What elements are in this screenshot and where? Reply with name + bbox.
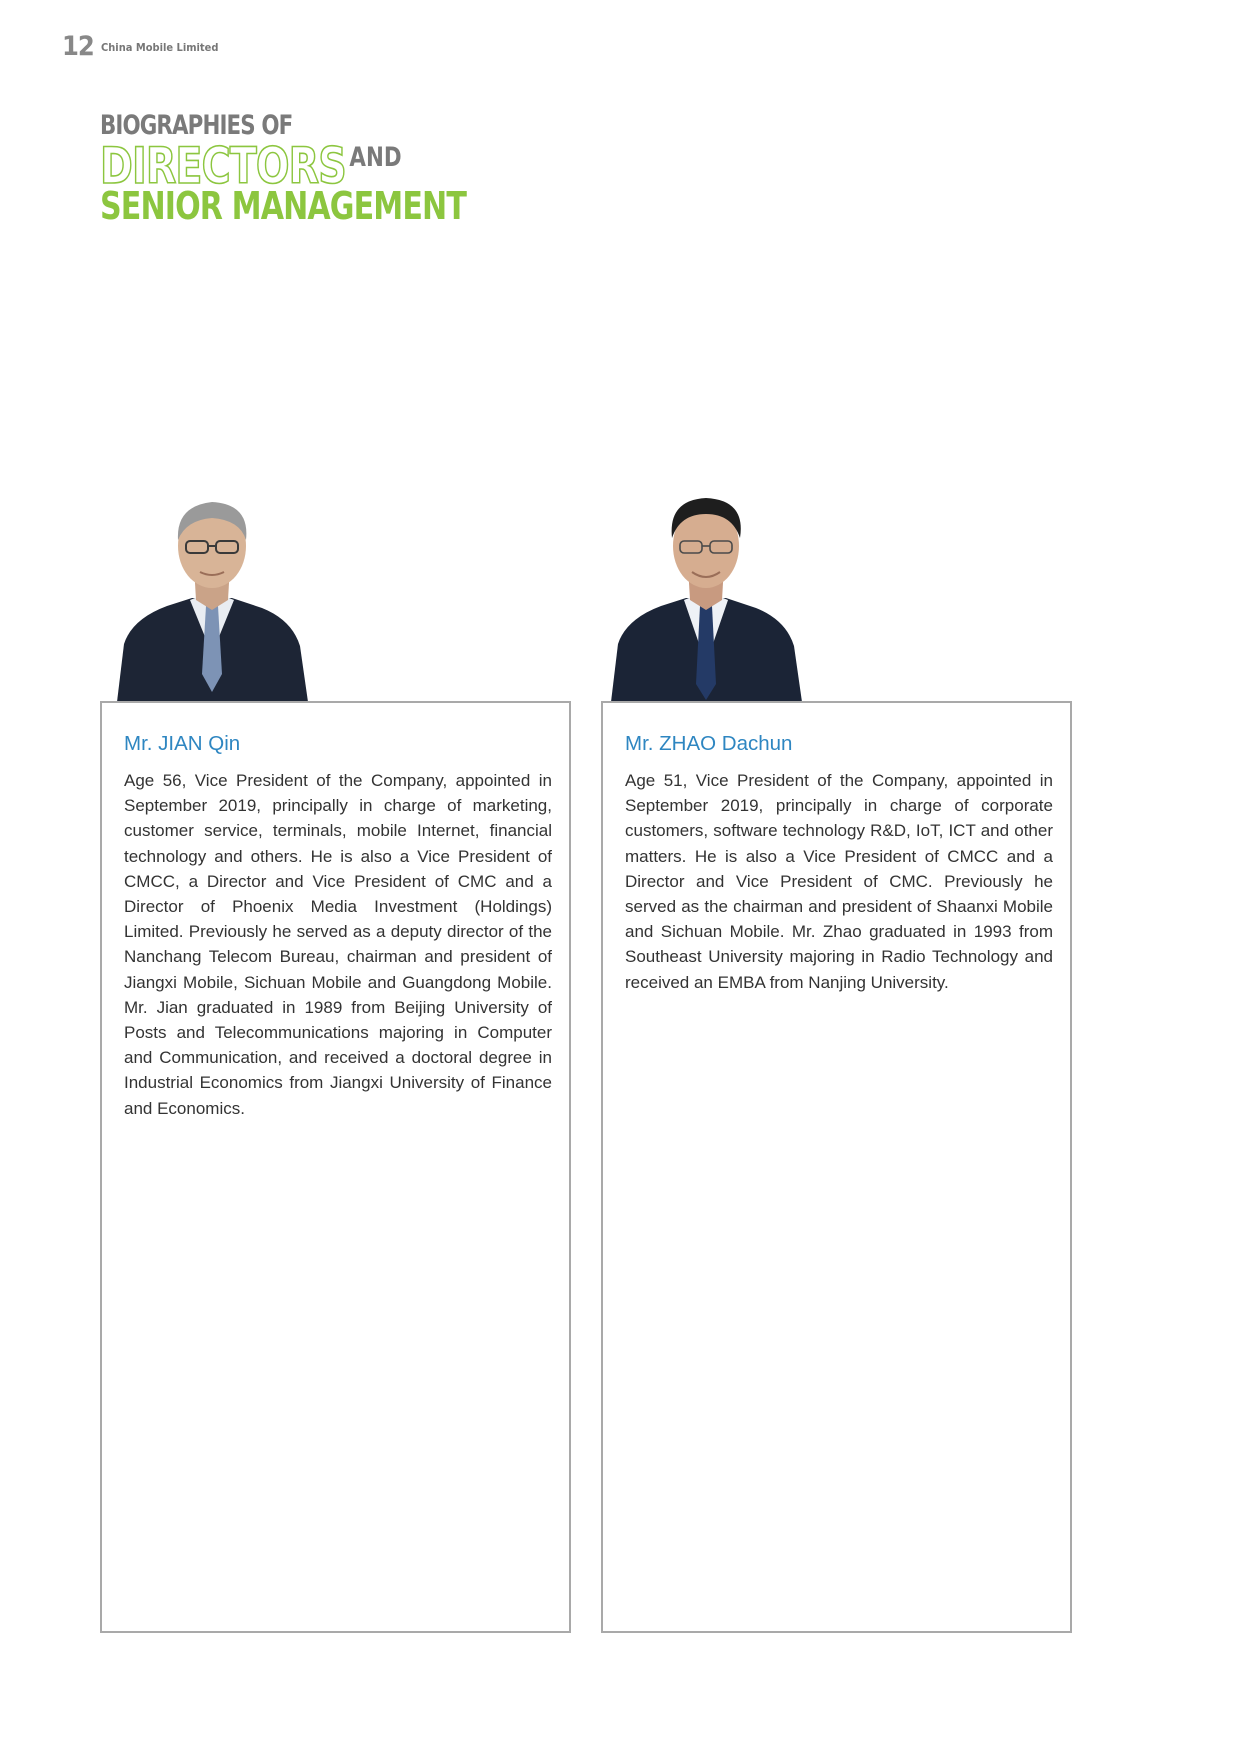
portrait-jian-qin <box>112 494 312 702</box>
profile-bio: Age 56, Vice President of the Company, appointed in September 2019, principally in charge of marketing, customer service, terminals, mobile Internet, financial technology and others. He is also a Vice President of CMCC, a Director and Vice President of CMC and a Director of Phoenix Media Investment (Holdings) Limited. Previously he served as a deputy director of the Nanchang Telecom Bureau, chairman and president of Jiangxi Mobile, Sichuan Mobile and Guangdong Mobile. Mr. Jian graduated in 1989 from Beijing University of Posts and Telecommunications majoring in Computer and Communication, and received a doctoral degree in Industrial Economics from Jiangxi University of Finance and Economics. <box>124 771 552 1118</box>
profile-card <box>601 701 1072 1633</box>
profile-card <box>100 701 571 1633</box>
portrait-photo-icon <box>606 494 806 702</box>
portrait-zhao-dachun <box>606 494 806 702</box>
heading-and: AND <box>349 142 402 173</box>
company-name: China Mobile Limited <box>101 41 219 54</box>
section-heading <box>100 110 466 228</box>
profile-name: Mr. JIAN Qin <box>124 732 241 755</box>
heading-directors-outline: DIRECTORS <box>100 137 346 195</box>
profile-bio: Age 51, Vice President of the Company, appointed in September 2019, principally in charge of corporate customers, software technology R&D, IoT, ICT and other matters. He is also a Vice President of CMCC and a Director and Vice President of CMC. Previously he served as the chairman and president of Shaanxi Mobile and Sichuan Mobile. Mr. Zhao graduated in 1993 from Southeast University majoring in Radio Technology and received an EMBA from Nanjing University. <box>625 771 1053 992</box>
portrait-photo-icon <box>112 494 312 702</box>
heading-line-biographies: BIOGRAPHIES OF <box>100 110 293 141</box>
profile-name: Mr. ZHAO Dachun <box>625 732 793 755</box>
page-number: 12 <box>62 31 94 62</box>
heading-line-senior-management: SENIOR MANAGEMENT <box>100 184 466 228</box>
